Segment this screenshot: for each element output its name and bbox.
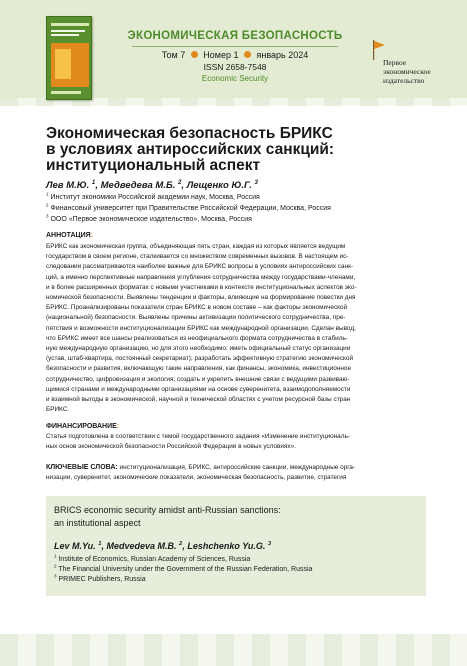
issue-line	[100, 50, 370, 60]
abstract-label: АННОТАЦИЯ:	[46, 232, 94, 239]
author: Лещенко Ю.Г. $^3$	[186, 178, 258, 191]
abstract-line: ную международную организацию, но для этого необходимо: иметь официальный статус организации	[46, 345, 351, 353]
issn: ISSN 2658-7548	[203, 62, 267, 72]
affiliation-ru: $^2$ Финансовый университет при Правительстве Российской Федерации, Москва, Россия	[46, 202, 331, 212]
abstract-line: сотрудничество, цифровизация и экология; создать и укрепить внешние связи с ведущими развиваю-	[46, 375, 350, 383]
authors-en	[54, 541, 414, 551]
abstract-line: государством в своем регионе, сталкивается со множеством современных вызовов. В настоящем ис-	[46, 253, 349, 261]
abstract-text	[46, 242, 424, 415]
abstract-line: и в более расширенных форматах с новыми участниками в контексте институциональных аспектов эко-	[46, 283, 357, 291]
affiliation-en: $^2$ The Financial University under the Government of the Russian Federation, Russia	[54, 563, 313, 573]
abstract-line: БРИКС.	[46, 406, 70, 414]
abstract-line: БРИКС как экономическая группа, объединяющая пять стран, каждая из которых является ведущим	[46, 243, 346, 250]
abstract-line: пятствия и возможности институционализации БРИКС как международной организации. Сделан вывод,	[46, 324, 356, 332]
footer-stripe-band	[0, 634, 467, 666]
abstract-line: (устав, штаб-квартира, постоянный секретариат); разработать эффективную стратегию экономической	[46, 355, 354, 363]
abstract-line: щимися странами и международными организациями на основе суверенитета, взаимодополняемости	[46, 385, 351, 393]
bullet-dot-icon	[244, 51, 251, 58]
affiliation-ru: $^3$ ООО «Первое экономическое издательство», Москва, Россия	[46, 213, 252, 223]
authors-ru	[46, 180, 446, 191]
publisher-name: Первое экономическое издательство	[383, 58, 431, 85]
abstract-line: БРИКС. Проанализированы показатели стран БРИКС в новом составе – как факторы экономической	[46, 304, 348, 312]
author: Медведева М.Б. $^2$,	[100, 178, 185, 191]
funding-text: Статья подготовлена в соответствии с темой государственного задания «Изменение институциональ- ных основ экономической безопасности Российской Федерации в новых условиях».	[46, 433, 350, 451]
article-title-en: BRICS economic security amidst anti-Russian sanctions: an institutional aspect	[54, 505, 281, 528]
journal-title-rule	[132, 46, 338, 47]
journal-title: ЭКОНОМИЧЕСКАЯ БЕЗОПАСНОСТЬ	[127, 30, 343, 42]
abstract-line: (национальной) безопасности. Выявлены причины активизации политического сотрудничества, пре-	[46, 314, 346, 322]
abstract-line: следовании рассматриваются наиболее важные для БРИКС вопросы в условиях антироссийских санк-	[46, 263, 354, 271]
keywords-label: КЛЮЧЕВЫЕ СЛОВА	[46, 464, 116, 471]
abstract-line: что БРИКС имеет все шансы реализоваться из неофициального формата сотрудничества в стабиль-	[46, 334, 348, 342]
journal-title-en: Economic Security	[201, 74, 269, 83]
abstract-line: и взаимной выгоды в экономической, научной и технической областях с учетом ресурсной базы стран	[46, 396, 351, 404]
abstract-line: ций, а именно перспективные направления углубления сотрудничества между государствами-членами,	[46, 273, 356, 281]
article-title: Экономическая безопасность БРИКС в условиях антироссийских санкций: институциональный аспект	[46, 125, 335, 174]
abstract-line: номической безопасности. Выявлены тенденции и факторы, влияющие на формирование повестки дня	[46, 294, 356, 302]
issue-number: Номер 1	[203, 50, 239, 60]
abstract-line: безопасности и развития, включающую такие направления, как финансы, экономика, инвестиционное	[46, 365, 352, 373]
publisher-flag-icon	[372, 40, 386, 60]
author: Leshchenko Yu.G. $^3$	[187, 541, 272, 551]
journal-cover-image	[46, 16, 92, 100]
author: Lev M.Yu. $^1$,	[54, 541, 104, 551]
issue-date: январь 2024	[256, 50, 309, 60]
author: Medvedeva M.B. $^2$,	[106, 541, 185, 551]
volume: Том 7	[161, 50, 186, 60]
author: Лев М.Ю. $^1$,	[46, 178, 98, 191]
affiliation-ru: $^1$ Институт экономики Российской академии наук, Москва, Россия	[46, 191, 260, 201]
affiliation-en: $^1$ Institute of Economics, Russian Academy of Sciences, Russia	[54, 553, 251, 563]
affiliation-en: $^3$ PRIMEC Publishers, Russia	[54, 573, 146, 583]
funding-label: ФИНАНСИРОВАНИЕ:	[46, 423, 120, 430]
keywords: КЛЮЧЕВЫЕ СЛОВА: институционализация, БРИКС, антироссийские санкции, международные орга- низации, суверенитет, экономические показатели, экономическая безопасность, развитие, стратегия	[46, 464, 356, 482]
bullet-dot-icon	[191, 51, 198, 58]
